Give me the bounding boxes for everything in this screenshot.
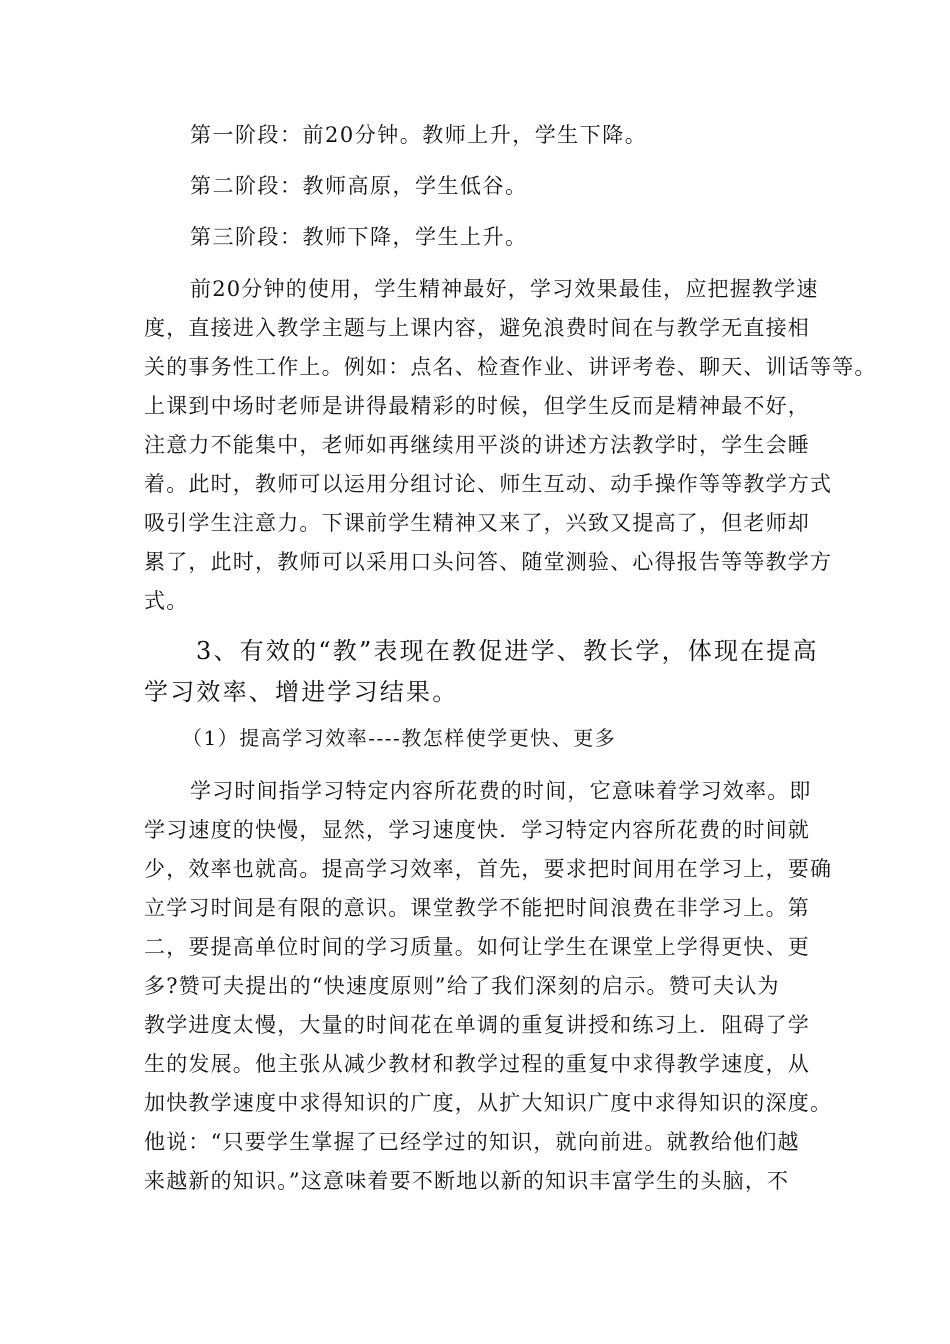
paragraph-line: 他说：“只要学生掌握了已经学过的知识，就向前进。就教给他们越: [144, 1130, 800, 1154]
paragraph-line: 学习速度的快慢，显然，学习速度快．学习特定内容所花费的时间就: [144, 818, 810, 842]
paragraph-line: 吸引学生注意力。下课前学生精神又来了，兴致又提高了，但老师却: [144, 511, 810, 535]
paragraph-line: 注意力不能集中，老师如再继续用平淡的讲述方法教学时，学生会睡: [144, 433, 810, 457]
heading-line: 学习效率、增进学习结果。: [144, 678, 459, 706]
paragraph-line: 生的发展。他主张从减少教材和教学过程的重复中求得教学速度，从: [144, 1052, 810, 1076]
stage-line-3: 第三阶段：教师下降，学生上升。: [190, 225, 528, 249]
paragraph-line: 累了，此时，教师可以采用口头问答、随堂测验、心得报告等等教学方: [144, 550, 833, 574]
paragraph-line: 式。: [144, 589, 189, 613]
paragraph-line: 关的事务性工作上。例如：点名、检查作业、讲评考卷、聊天、训话等等。: [144, 355, 877, 379]
subheading: （1）提高学习效率----教怎样使学更快、更多: [182, 726, 617, 750]
paragraph-line: 度，直接进入教学主题与上课内容，避免浪费时间在与教学无直接相: [144, 316, 810, 340]
paragraph-line: 多?赞可夫提出的“快速度原则”给了我们深刻的启示。赞可夫认为: [144, 974, 780, 998]
stage-line-1: 第一阶段：前20分钟。教师上升，学生下降。: [190, 123, 648, 147]
paragraph-line: 上课到中场时老师是讲得最精彩的时候，但学生反而是精神最不好，: [144, 394, 810, 418]
stage-line-2: 第二阶段：教师高原，学生低谷。: [190, 174, 528, 198]
paragraph-line: 立学习时间是有限的意识。课堂教学不能把时间浪费在非学习上。第: [144, 896, 810, 920]
paragraph-line: 前20分钟的使用，学生精神最好，学习效果最佳，应把握教学速: [190, 277, 819, 301]
paragraph-line: 教学进度太慢，大量的时间花在单调的重复讲授和练习上．阻碍了学: [144, 1013, 810, 1037]
heading-line: 3、有效的“教”表现在教促进学、教长学，体现在提高: [196, 637, 819, 665]
paragraph-line: 着。此时，教师可以运用分组讨论、师生互动、动手操作等等教学方式: [144, 472, 833, 496]
paragraph-line: 来越新的知识。”这意味着要不断地以新的知识丰富学生的头脑，不: [144, 1169, 790, 1193]
paragraph-line: 少，效率也就高。提高学习效率，首先，要求把时间用在学习上，要确: [144, 857, 833, 881]
paragraph-line: 二，要提高单位时间的学习质量。如何让学生在课堂上学得更快、更: [144, 935, 810, 959]
paragraph-line: 加快教学速度中求得知识的广度，从扩大知识广度中求得知识的深度。: [144, 1091, 833, 1115]
paragraph-line: 学习时间指学习特定内容所花费的时间，它意味着学习效率。即: [190, 779, 812, 803]
